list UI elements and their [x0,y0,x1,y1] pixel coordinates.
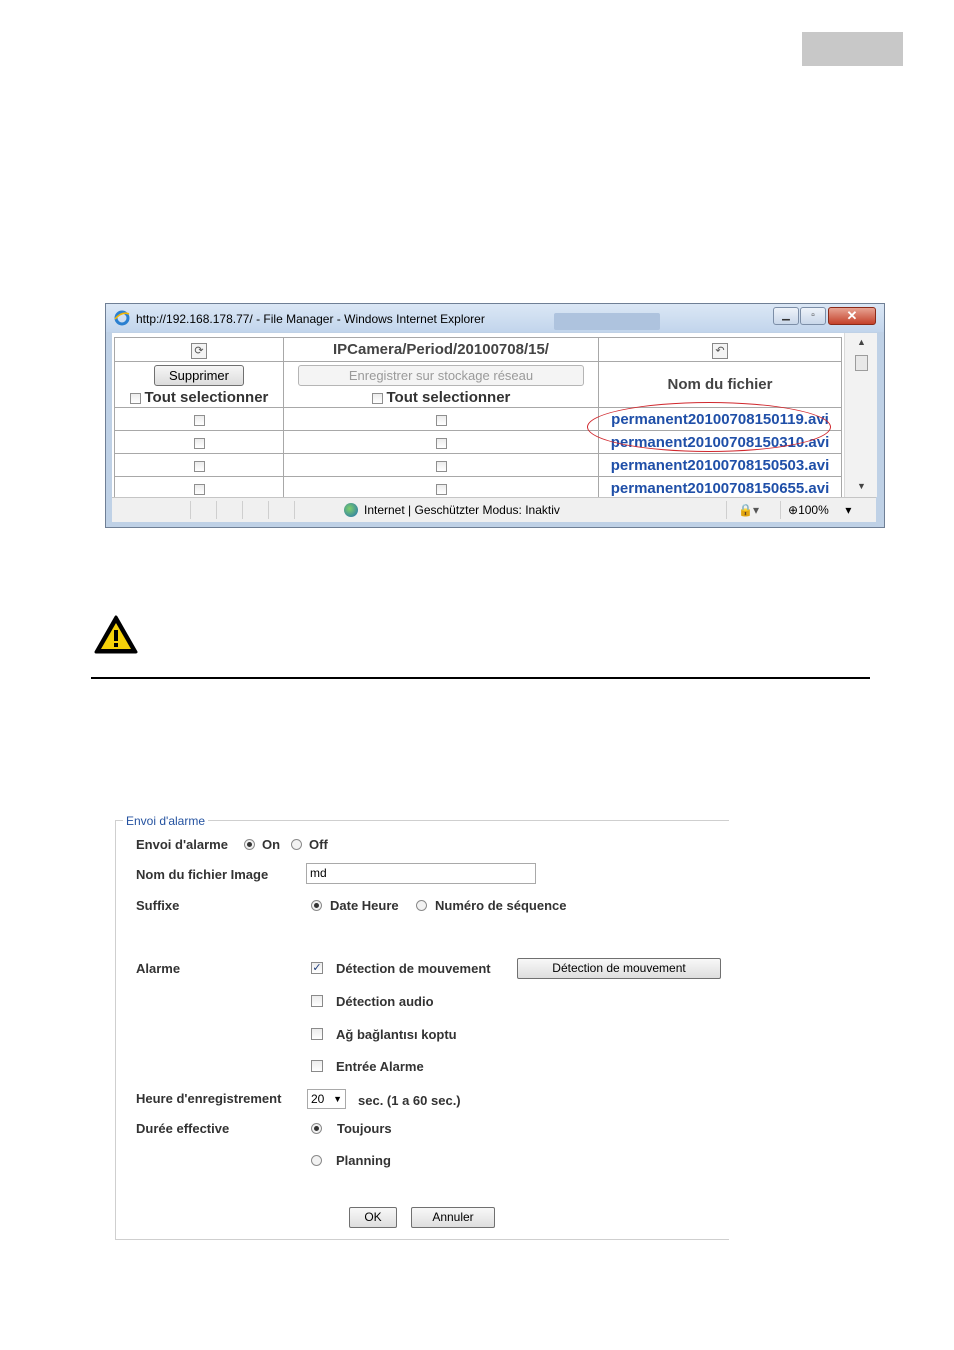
save-cell [284,362,599,408]
folder-path: IPCamera/Period/20100708/15/ [333,341,549,358]
record-time-value: 20 [311,1092,325,1106]
select-all-label: Tout selectionner [386,389,511,406]
send-off-radio[interactable] [291,839,302,850]
row-checkbox[interactable] [194,415,205,426]
duration-always-label: Toujours [337,1121,392,1136]
image-name-label: Nom du fichier Image [136,867,269,882]
minimize-button[interactable] [773,307,799,325]
status-divider [780,501,781,519]
duration-label: Durée effective [136,1121,230,1136]
refresh-icon[interactable]: ⟳ [191,343,207,359]
select-all-checkbox[interactable] [372,393,383,404]
vertical-scrollbar[interactable] [844,333,877,497]
alarm-label: Alarme [136,961,181,976]
file-link[interactable]: permanent20100708150119.avi [611,410,829,428]
status-bar [112,497,876,522]
save-network-button[interactable]: Enregistrer sur stockage réseau [298,365,584,386]
motion-checkbox[interactable] [311,962,323,974]
chevron-down-icon: ▼ [333,1094,342,1104]
zoom-icon: ⊕ [788,503,799,517]
window-title: http://192.168.178.77/ - File Manager - Windows Internet Explorer [136,312,485,326]
status-divider [726,501,727,519]
filename-header-cell [599,362,842,408]
file-link[interactable]: permanent20100708150503.avi [610,456,830,474]
table-row [115,477,842,498]
path-cell [284,338,599,362]
row-checkbox[interactable] [436,415,447,426]
image-name-input[interactable]: md [306,863,536,884]
duration-schedule-label: Planning [336,1153,391,1168]
ok-button[interactable]: OK [349,1207,397,1228]
alarm-input-checkbox[interactable] [311,1060,323,1072]
zoom-level[interactable]: ⊕100% ▾ [788,503,852,517]
audio-label: Détection audio [336,994,434,1009]
duration-schedule-radio[interactable] [311,1155,322,1166]
record-time-label: Heure d'enregistrement [136,1091,282,1106]
security-zone-text: Internet | Geschützter Modus: Inaktiv [364,503,560,517]
warning-icon [93,614,139,656]
window-titlebar [106,304,884,332]
suffix-label: Suffixe [136,898,180,913]
table-row [115,454,842,477]
select-all-label: Tout selectionner [144,389,269,406]
refresh-cell [115,338,284,362]
maximize-button[interactable] [800,307,826,325]
status-divider [216,501,217,519]
row-checkbox[interactable] [194,461,205,472]
file-link[interactable]: permanent20100708150310.avi [610,433,830,451]
file-link[interactable]: permanent20100708150655.avi [610,479,830,497]
ie-logo-icon [114,310,130,326]
row-checkbox[interactable] [194,484,205,495]
network-label: Ağ bağlantısı koptu [336,1027,457,1042]
status-divider [242,501,243,519]
suffix-date-radio[interactable] [311,900,322,911]
scroll-down-icon[interactable]: ▼ [857,481,866,491]
horizontal-rule [91,677,870,679]
check-icon: ✓ [312,962,322,974]
delete-button[interactable]: Supprimer [154,365,244,386]
record-time-hint: sec. (1 a 60 sec.) [358,1093,461,1108]
row-checkbox[interactable] [436,438,447,449]
globe-icon [344,503,358,517]
motion-label: Détection de mouvement [336,961,491,976]
audio-checkbox[interactable] [311,995,323,1007]
back-cell [599,338,842,362]
page-tab-marker [802,32,903,66]
status-divider [190,501,191,519]
filename-header: Nom du fichier [667,376,773,393]
alarm-input-label: Entrée Alarme [336,1059,424,1074]
minimize-icon: ▁ [782,310,790,321]
send-on-label: On [262,837,281,852]
suffix-seq-radio[interactable] [416,900,427,911]
fieldset-legend: Envoi d'alarme [123,814,208,828]
motion-settings-button[interactable]: Détection de mouvement [517,958,721,979]
back-icon[interactable]: ↶ [712,343,728,359]
send-alarm-label: Envoi d'alarme [136,837,228,852]
send-on-radio[interactable] [244,839,255,850]
scroll-up-icon[interactable]: ▲ [857,337,866,347]
row-checkbox[interactable] [436,461,447,472]
status-divider [268,501,269,519]
row-checkbox[interactable] [436,484,447,495]
protected-mode-icon[interactable]: 🔒▾ [738,503,759,517]
suffix-date-label: Date Heure [330,898,399,913]
select-all-checkbox[interactable] [130,393,141,404]
maximize-icon: ▫ [811,310,815,321]
cancel-button[interactable]: Annuler [411,1207,495,1228]
record-time-select[interactable] [307,1089,346,1109]
scroll-thumb[interactable] [855,355,868,371]
titlebar-ghost-element [554,313,660,330]
network-checkbox[interactable] [311,1028,323,1040]
row-checkbox[interactable] [194,438,205,449]
highlight-ellipse [587,402,831,452]
duration-always-radio[interactable] [311,1123,322,1134]
delete-cell [115,362,284,408]
suffix-seq-label: Numéro de séquence [435,898,567,913]
status-divider [294,501,295,519]
close-button[interactable]: ✕ [828,307,876,325]
send-off-label: Off [309,837,328,852]
